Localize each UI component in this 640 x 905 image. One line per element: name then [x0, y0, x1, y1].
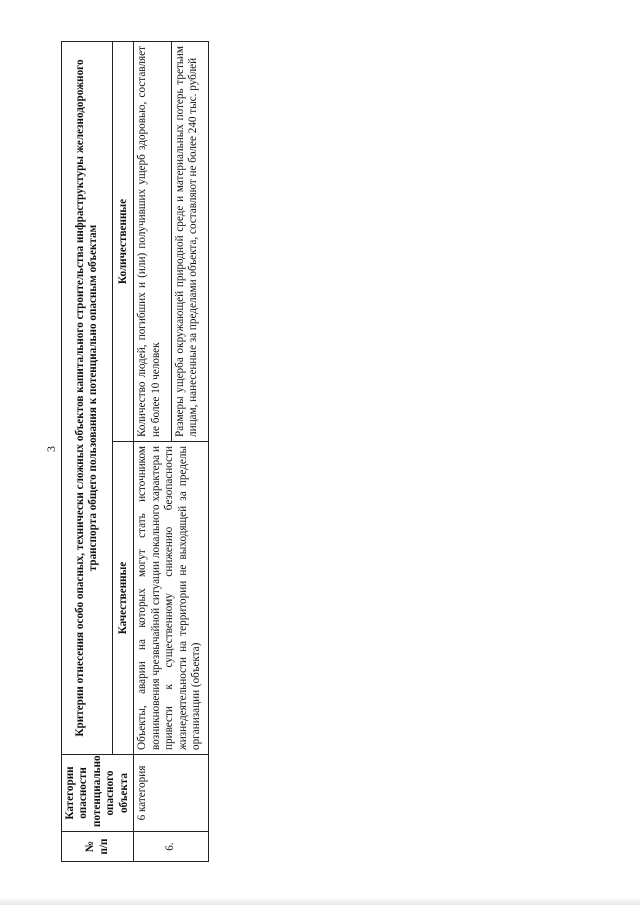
header-category: Категории опасности потенциально опасного объекта — [62, 755, 134, 832]
header-qualitative: Качественные — [113, 442, 134, 755]
header-criteria: Критерии отнесения особо опасных, технически сложных объектов капитального строительства инфраструктуры железнодорожного транспорта общего пользования к потенциально опасным объектам — [62, 42, 113, 755]
row-quantitative-people: Количество людей, погибших и (или) получивших ущерб здоровью, составляет не более 10 человек — [134, 42, 171, 442]
row-number: 6. — [134, 832, 209, 862]
row-qualitative: Объекты, аварии на которых могут стать источником возникновения чрезвычайной ситуации локального характера и привести к существенному снижению безопасности жизнедеятельности на территории не выходящей за пределы организации (объекта) — [134, 442, 209, 755]
page-number: 3 — [44, 446, 58, 452]
header-number: № п/п — [62, 832, 134, 862]
header-quantitative: Количественные — [113, 42, 134, 442]
row-category: 6 категория — [134, 755, 209, 832]
criteria-table-rotated — [61, 42, 209, 862]
row-quantitative-damage: Размеры ущерба окружающей природной среде и материальных потерь третьим лицам, нанесенные за пределами объекта, составляют не более 240 тыс. рублей — [171, 42, 208, 442]
criteria-table — [61, 41, 209, 862]
table-row — [134, 42, 171, 862]
page-bottom-edge — [0, 897, 640, 905]
